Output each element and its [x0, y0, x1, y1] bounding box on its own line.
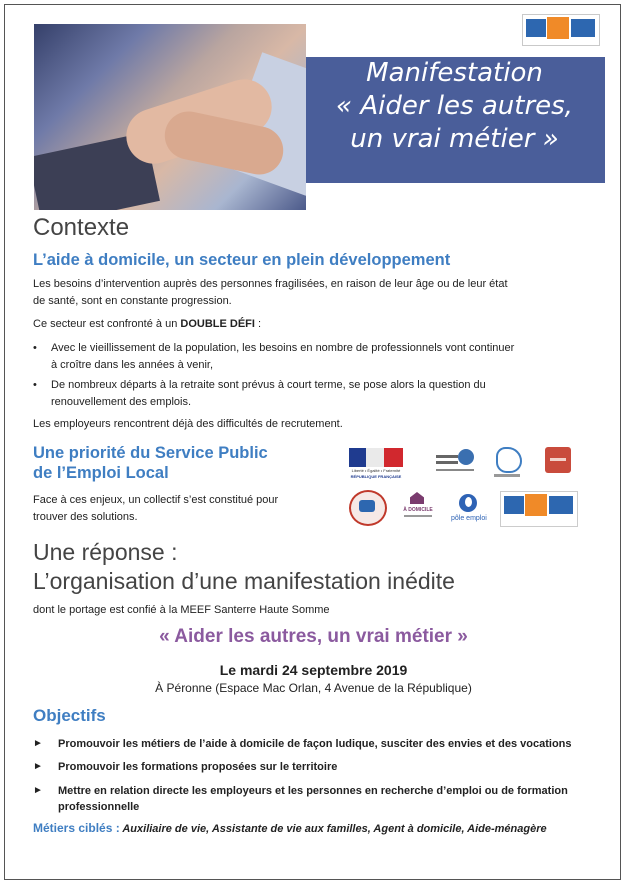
pole-emploi-text: pôle emploi — [451, 515, 487, 522]
metiers-cibles — [33, 821, 547, 835]
contexte-para2 — [33, 316, 261, 333]
meef-logo — [522, 14, 600, 46]
republique-francaise-logo — [345, 446, 407, 480]
objectif-arrow-icon-2: ► — [33, 761, 43, 772]
contexte-heading: Contexte — [33, 214, 130, 241]
bullet-1-line1: Avec le vieillissement de la population, les besoins en nombre de professionnels vont continuer — [51, 342, 515, 354]
academie-logo — [436, 447, 476, 481]
objectif-arrow-icon-1: ► — [33, 738, 43, 749]
para2-suffix: : — [254, 318, 262, 330]
priorite-heading-line1: Une priorité du Service Public — [33, 444, 268, 462]
reponse-heading-line2: L’organisation d’une manifestation inédite — [33, 568, 455, 594]
objectif-2 — [58, 759, 598, 775]
priorite-heading-line2: de l’Emploi Local — [33, 464, 169, 482]
double-defi: DOUBLE DÉFI — [180, 318, 255, 330]
a-domicile-text: À DOMICILE — [403, 507, 433, 513]
objectif-1-line1: Promouvoir les métiers de l’aide à domicile de façon ludique, susciter des envies et des vocations — [58, 738, 572, 750]
pole-emploi-logo — [451, 493, 491, 527]
rf-name: RÉPUBLIQUE FRANÇAISE — [350, 474, 402, 479]
objectif-3 — [58, 783, 598, 815]
priorite-heading — [33, 443, 268, 483]
metiers-list: Auxiliaire de vie, Assistante de vie aux familles, Agent à domicile, Aide-ménagère — [119, 823, 547, 835]
event-date: Le mardi 24 septembre 2019 — [219, 662, 408, 678]
reponse-heading-line1: Une réponse : — [33, 539, 178, 565]
banner-title — [306, 57, 603, 183]
contexte-subheading: L’aide à domicile, un secteur en plein développement — [33, 251, 451, 269]
metiers-label: Métiers ciblés : — [33, 821, 120, 835]
priorite-text — [33, 492, 278, 526]
contexte-para1-line2: de santé, sont en constante progression. — [33, 295, 232, 307]
objectifs-heading: Objectifs — [33, 706, 106, 725]
somme-logo — [545, 447, 571, 473]
association-logo — [348, 489, 388, 525]
bullet-1-line2: à croître dans les années à venir, — [51, 359, 214, 371]
bullet-2-line1: De nombreux départs à la retraite sont prévus à court terme, se pose alors la question du — [51, 379, 486, 391]
priorite-text-line2: trouver des solutions. — [33, 511, 138, 523]
event-place: À Péronne (Espace Mac Orlan, 4 Avenue de la République) — [155, 681, 472, 695]
banner-title-line-1: Manifestation — [366, 58, 543, 88]
meef-partner-logo — [500, 491, 578, 527]
objectif-3-line2: professionnelle — [58, 801, 140, 813]
event-title: « Aider les autres, un vrai métier » — [159, 626, 468, 647]
objectif-1 — [58, 736, 598, 752]
priorite-text-line1: Face à ces enjeux, un collectif s’est constitué pour — [33, 494, 279, 506]
a-domicile-logo — [398, 490, 438, 524]
reponse-intro: dont le portage est confié à la MEEF Santerre Haute Somme — [33, 604, 330, 616]
bullet-2-line2: renouvellement des emplois. — [51, 396, 192, 408]
contexte-para1 — [33, 276, 583, 310]
banner-title-line-2: « Aider les autres, — [336, 91, 573, 121]
objectif-3-line1: Mettre en relation directe les employeurs et les personnes en recherche d’emploi ou de formation — [58, 785, 568, 797]
contexte-para1-line1: Les besoins d’intervention auprès des personnes fragilisées, en raison de leur âge ou de leur état — [33, 278, 508, 290]
objectif-2-line1: Promouvoir les formations proposées sur le territoire — [58, 761, 338, 773]
banner-title-line-3: un vrai métier » — [350, 124, 559, 154]
rf-motto: Liberté • Égalité • Fraternité — [351, 468, 401, 473]
para2-prefix: Ce secteur est confronté à un — [33, 318, 181, 330]
reponse-heading — [33, 538, 455, 596]
hands-photo — [34, 24, 306, 210]
hauts-de-france-logo — [490, 445, 524, 481]
objectif-arrow-icon-3: ► — [33, 785, 43, 796]
contexte-para3: Les employeurs rencontrent déjà des difficultés de recrutement. — [33, 418, 343, 430]
